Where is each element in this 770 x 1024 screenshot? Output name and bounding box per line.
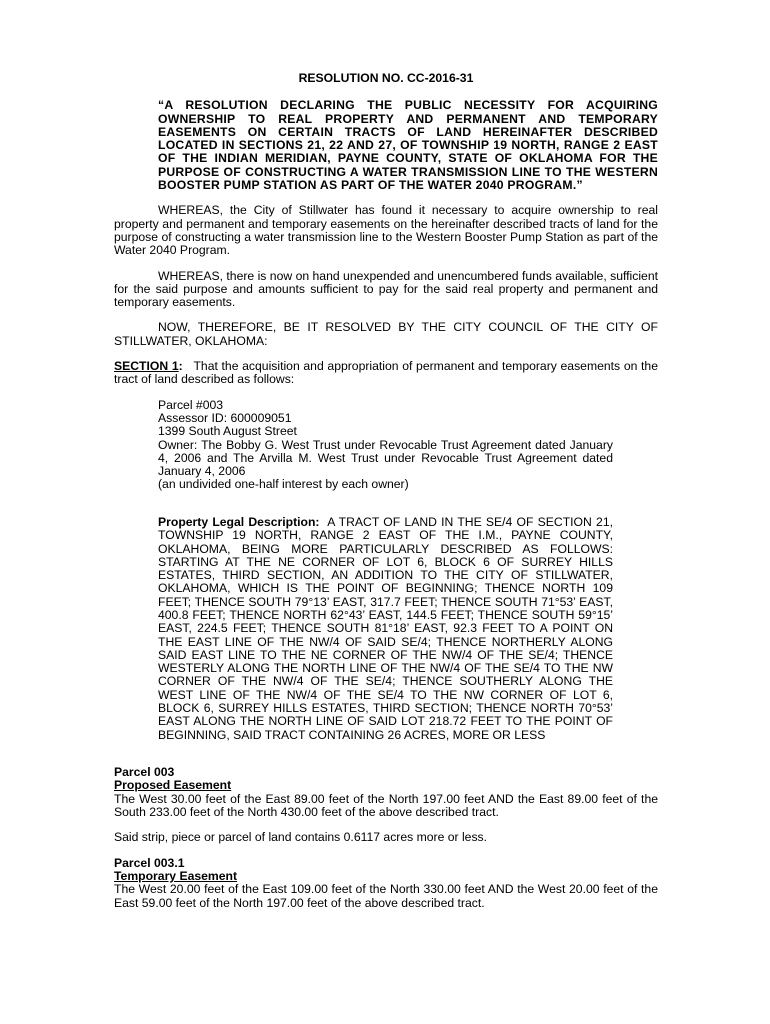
easement-2-type: Temporary Easement [114,868,238,883]
whereas-paragraph-1: WHEREAS, the City of Stillwater has found it necessary to acquire ownership to real property and permanent and temporary easements on the hereinafter described tracts of land for the purpose of constructing a water transmission line to the Western Booster Pump Station as part of the Water 2040 Program. [114,203,658,258]
section-1-paragraph [114,360,658,387]
section-1-heading: SECTION 1 [114,359,179,374]
section-1-text: That the acquisition and appropriation of permanent and temporary easements on the tract of land described as follows: [114,359,658,387]
parcel-address: 1399 South August Street [158,424,297,439]
parcel-interest: (an undivided one-half interest by each owner) [158,477,409,492]
easement-1-text: The West 30.00 feet of the East 89.00 feet of the North 197.00 feet AND the East 89.00 feet of the South 233.00 feet of the North 430.00 feet of the above described tract. [114,791,658,820]
easement-2-parcel: Parcel 003.1 [114,855,185,870]
easement-1-parcel: Parcel 003 [114,765,175,780]
legal-description-text: A TRACT OF LAND IN THE SE/4 OF SECTION 21, TOWNSHIP 19 NORTH, RANGE 2 EAST OF THE I.M., PAYNE COUNTY, OKLAHOMA, BEING MORE PARTICULARLY DESCRIBED AS FOLLOWS: STARTING AT THE NE CORNER OF LOT 6, BLOCK 6 OF SURREY HILLS ESTATES, THIRD SECTION, AN ADDITION TO THE CITY OF STILLWATER, OKLAHOMA, WHICH IS THE POINT OF BEGINNING; THENCE NORTH 109 FEET; THENCE SOUTH 79°13’ EAST, 317.7 FEET; THENCE SOUTH 71°53’ EAST, 400.8 FEET; THENCE NORTH 62°43’ EAST, 144.5 FEET; THENCE SOUTH 59°15’ EAST, 224.5 FEET; THENCE SOUTH 81°18’ EAST, 92.3 FEET TO A POINT ON THE EAST LINE OF THE NW/4 OF SAID SE/4; THENCE NORTHERLY ALONG SAID EAST LINE TO THE NE CORNER OF THE NW/4 OF THE SE/4; THENCE WESTERLY ALONG THE NORTH LINE OF THE NW/4 OF THE SE/4 TO THE NW CORNER OF THE NW/4 OF THE SE/4; THENCE SOUTHERLY ALONG THE WEST LINE OF THE NW/4 OF THE SE/4 TO THE NW CORNER OF LOT 6, BLOCK 6, SURREY HILLS ESTATES, THIRD SECTION; THENCE NORTH 70°53’ EAST ALONG THE NORTH LINE OF SAID LOT 218.72 FEET TO THE POINT OF BEGINNING, SAID TRACT CONTAINING 26 ACRES, MORE OR LESS [158,514,613,742]
parcel-info [158,399,613,492]
whereas-paragraph-2: WHEREAS, there is now on hand unexpended and unencumbered funds available, sufficient for the said purpose and amounts sufficient to pay for the said real property and permanent and temporary easements. [114,268,658,310]
parcel-owner: Owner: The Bobby G. West Trust under Revocable Trust Agreement dated January 4, 2006 and The Arvilla M. West Trust under Revocable Trust Agreement dated January 4, 2006 [158,437,613,479]
easement-1-type: Proposed Easement [114,778,232,793]
strip-acreage-note: Said strip, piece or parcel of land contains 0.6117 acres more or less. [114,830,488,845]
legal-description [158,516,613,742]
parcel-number: Parcel #003 [158,397,224,412]
resolved-paragraph: NOW, THEREFORE, BE IT RESOLVED BY THE CITY COUNCIL OF THE CITY OF STILLWATER, OKLAHOMA: [114,320,658,348]
legal-description-label: Property Legal Description: [158,514,320,529]
easement-2-text: The West 20.00 feet of the East 109.00 feet of the North 330.00 feet AND the West 20.00 feet of the East 59.00 feet of the North 197.00 feet of the above described tract. [114,882,658,910]
document-page [114,72,658,910]
resolution-caption: “A RESOLUTION DECLARING THE PUBLIC NECESSITY FOR ACQUIRING OWNERSHIP TO REAL PROPERTY AND PERMANENT AND TEMPORARY EASEMENTS ON CERTAIN TRACTS OF LAND HEREINAFTER DESCRIBED LOCATED IN SECTIONS 21, 22 AND 27, OF TOWNSHIP 19 NORTH, RANGE 2 EAST OF THE INDIAN MERIDIAN, PAYNE COUNTY, STATE OF OKLAHOMA FOR THE PURPOSE OF CONSTRUCTING A WATER TRANSMISSION LINE TO THE WESTERN BOOSTER PUMP STATION AS PART OF THE WATER 2040 PROGRAM.” [158,98,658,193]
resolution-title: RESOLUTION NO. CC-2016-31 [298,71,474,85]
assessor-id: Assessor ID: 600009051 [158,410,292,425]
section-1-colon: : [178,359,183,374]
